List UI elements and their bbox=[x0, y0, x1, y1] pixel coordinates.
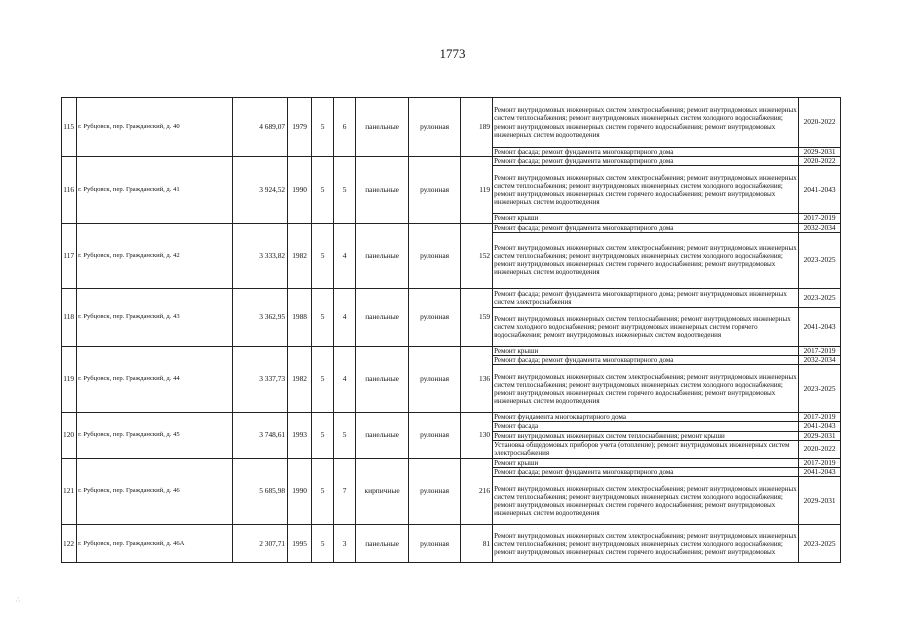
repair-period-cell: 2029-2031 bbox=[799, 431, 841, 440]
address-cell: г. Рубцовск, пер. Гражданский, д. 44 bbox=[77, 346, 233, 412]
repair-works-cell: Ремонт фасада; ремонт фундамента многоквартирного дома bbox=[493, 223, 799, 232]
area-cell: 3 748,61 bbox=[233, 413, 288, 459]
area-cell: 3 333,82 bbox=[233, 223, 288, 288]
area-cell: 3 337,73 bbox=[233, 346, 288, 412]
roof-type-cell: рулонная bbox=[409, 223, 461, 288]
row-number-cell: 117 bbox=[62, 223, 77, 288]
repair-period-cell: 2023-2025 bbox=[799, 525, 841, 563]
year-cell: 1979 bbox=[288, 98, 312, 157]
address-cell: г. Рубцовск, пер. Гражданский, д. 43 bbox=[77, 288, 233, 346]
repair-period-cell: 2029-2031 bbox=[799, 148, 841, 157]
row-number-cell: 121 bbox=[62, 458, 77, 524]
table-row bbox=[62, 157, 841, 166]
repair-works-cell: Ремонт фасада; ремонт фундамента многоквартирного дома; ремонт внутридомовых инженерных систем электроснабжения bbox=[493, 288, 799, 307]
wall-material-cell: кирпичные bbox=[356, 458, 409, 524]
wall-material-cell: панельные bbox=[356, 525, 409, 563]
row-number-cell: 119 bbox=[62, 346, 77, 412]
wall-material-cell: панельные bbox=[356, 413, 409, 459]
repair-period-cell: 2041-2043 bbox=[799, 422, 841, 431]
repair-works-cell: Установка общедомовых приборов учета (отопление); ремонт внутридомовых инженерных систем электроснабжения bbox=[493, 440, 799, 458]
housing-register-table bbox=[61, 97, 841, 563]
area-cell: 5 685,98 bbox=[233, 458, 288, 524]
roof-type-cell: рулонная bbox=[409, 525, 461, 563]
repair-period-cell: 2023-2025 bbox=[799, 288, 841, 307]
page-number: 1773 bbox=[439, 46, 466, 61]
table-row bbox=[62, 525, 841, 563]
repair-works-cell: Ремонт внутридомовых инженерных систем теплоснабжения; ремонт внутридомовых инженерных систем холодного водоснабжения; ремонт внутридомовых инженерных систем горячего водоснабжения; ремонт внутридомовых инженерных систем водоотведения bbox=[493, 307, 799, 346]
floors-cell: 5 bbox=[312, 157, 334, 223]
address-cell: г. Рубцовск, пер. Гражданский, д. 40 bbox=[77, 98, 233, 157]
table-row bbox=[62, 346, 841, 355]
entrances-cell: 4 bbox=[334, 288, 356, 346]
row-number-cell: 118 bbox=[62, 288, 77, 346]
wall-material-cell: панельные bbox=[356, 157, 409, 223]
repair-period-cell: 2020-2022 bbox=[799, 98, 841, 148]
floors-cell: 5 bbox=[312, 288, 334, 346]
repair-period-cell: 2020-2022 bbox=[799, 440, 841, 458]
year-cell: 1995 bbox=[288, 525, 312, 563]
floors-cell: 5 bbox=[312, 413, 334, 459]
entrances-cell: 5 bbox=[334, 413, 356, 459]
apartments-cell: 189 bbox=[461, 98, 493, 157]
floors-cell: 5 bbox=[312, 98, 334, 157]
area-cell: 4 689,07 bbox=[233, 98, 288, 157]
repair-works-cell: Ремонт фасада; ремонт фундамента многоквартирного дома bbox=[493, 157, 799, 166]
repair-works-cell: Ремонт внутридомовых инженерных систем теплоснабжения; ремонт крыши bbox=[493, 431, 799, 440]
scan-artifact: ∴ bbox=[16, 596, 21, 604]
repair-period-cell: 2017-2019 bbox=[799, 214, 841, 223]
year-cell: 1982 bbox=[288, 223, 312, 288]
repair-works-cell: Ремонт крыши bbox=[493, 458, 799, 467]
entrances-cell: 5 bbox=[334, 157, 356, 223]
floors-cell: 5 bbox=[312, 458, 334, 524]
roof-type-cell: рулонная bbox=[409, 346, 461, 412]
apartments-cell: 152 bbox=[461, 223, 493, 288]
row-number-cell: 115 bbox=[62, 98, 77, 157]
year-cell: 1990 bbox=[288, 157, 312, 223]
address-cell: г. Рубцовск, пер. Гражданский, д. 46А bbox=[77, 525, 233, 563]
wall-material-cell: панельные bbox=[356, 346, 409, 412]
repair-works-cell: Ремонт фасада; ремонт фундамента многоквартирного дома bbox=[493, 356, 799, 365]
repair-period-cell: 2032-2034 bbox=[799, 356, 841, 365]
wall-material-cell: панельные bbox=[356, 288, 409, 346]
area-cell: 3 362,95 bbox=[233, 288, 288, 346]
repair-period-cell: 2020-2022 bbox=[799, 157, 841, 166]
repair-works-cell: Ремонт фасада bbox=[493, 422, 799, 431]
repair-works-cell: Ремонт внутридомовых инженерных систем электроснабжения; ремонт внутридомовых инженерных систем теплоснабжения; ремонт внутридомовых инженерных систем холодного водоснабжения; ремонт внутридомовых инженерных систем горячего водоснабжения; ремонт внутридомовых инженерных систем водоотведения bbox=[493, 232, 799, 288]
repair-period-cell: 2029-2031 bbox=[799, 477, 841, 525]
repair-period-cell: 2017-2019 bbox=[799, 413, 841, 422]
repair-works-cell: Ремонт фасада; ремонт фундамента многоквартирного дома bbox=[493, 468, 799, 477]
repair-works-cell: Ремонт крыши bbox=[493, 346, 799, 355]
entrances-cell: 3 bbox=[334, 525, 356, 563]
repair-works-cell: Ремонт внутридомовых инженерных систем электроснабжения; ремонт внутридомовых инженерных систем теплоснабжения; ремонт внутридомовых инженерных систем холодного водоснабжения; ремонт внутридомовых инженерных систем горячего водоснабжения; ремонт внутридомовых инженерных систем водоотведения bbox=[493, 365, 799, 413]
area-cell: 3 924,52 bbox=[233, 157, 288, 223]
repair-period-cell: 2017-2019 bbox=[799, 458, 841, 467]
repair-period-cell: 2017-2019 bbox=[799, 346, 841, 355]
apartments-cell: 136 bbox=[461, 346, 493, 412]
repair-works-cell: Ремонт фундамента многоквартирного дома bbox=[493, 413, 799, 422]
year-cell: 1993 bbox=[288, 413, 312, 459]
table-row bbox=[62, 98, 841, 148]
repair-works-cell: Ремонт внутридомовых инженерных систем электроснабжения; ремонт внутридомовых инженерных систем теплоснабжения; ремонт внутридомовых инженерных систем холодного водоснабжения; ремонт внутридомовых инженерных систем горячего водоснабжения; ремонт внутридомовых инженерных систем водоотведения bbox=[493, 98, 799, 148]
row-number-cell: 116 bbox=[62, 157, 77, 223]
table-row bbox=[62, 413, 841, 422]
repair-period-cell: 2041-2043 bbox=[799, 468, 841, 477]
floors-cell: 5 bbox=[312, 223, 334, 288]
row-number-cell: 122 bbox=[62, 525, 77, 563]
table-row bbox=[62, 458, 841, 467]
entrances-cell: 4 bbox=[334, 223, 356, 288]
roof-type-cell: рулонная bbox=[409, 98, 461, 157]
table-row bbox=[62, 288, 841, 307]
roof-type-cell: рулонная bbox=[409, 413, 461, 459]
floors-cell: 5 bbox=[312, 346, 334, 412]
wall-material-cell: панельные bbox=[356, 98, 409, 157]
apartments-cell: 216 bbox=[461, 458, 493, 524]
floors-cell: 5 bbox=[312, 525, 334, 563]
repair-works-cell: Ремонт крыши bbox=[493, 214, 799, 223]
repair-period-cell: 2023-2025 bbox=[799, 232, 841, 288]
repair-period-cell: 2023-2025 bbox=[799, 365, 841, 413]
apartments-cell: 159 bbox=[461, 288, 493, 346]
wall-material-cell: панельные bbox=[356, 223, 409, 288]
apartments-cell: 81 bbox=[461, 525, 493, 563]
repair-works-cell: Ремонт внутридомовых инженерных систем электроснабжения; ремонт внутридомовых инженерных систем теплоснабжения; ремонт внутридомовых инженерных систем холодного водоснабжения; ремонт внутридомовых инженерных систем горячего водоснабжения; ремонт внутридомовых инженерных систем водоотведения bbox=[493, 477, 799, 525]
area-cell: 2 307,71 bbox=[233, 525, 288, 563]
year-cell: 1990 bbox=[288, 458, 312, 524]
repair-period-cell: 2041-2043 bbox=[799, 166, 841, 214]
repair-period-cell: 2041-2043 bbox=[799, 307, 841, 346]
apartments-cell: 119 bbox=[461, 157, 493, 223]
table-row bbox=[62, 223, 841, 232]
address-cell: г. Рубцовск, пер. Гражданский, д. 46 bbox=[77, 458, 233, 524]
address-cell: г. Рубцовск, пер. Гражданский, д. 41 bbox=[77, 157, 233, 223]
apartments-cell: 130 bbox=[461, 413, 493, 459]
year-cell: 1988 bbox=[288, 288, 312, 346]
repair-works-cell: Ремонт фасада; ремонт фундамента многоквартирного дома bbox=[493, 148, 799, 157]
repair-period-cell: 2032-2034 bbox=[799, 223, 841, 232]
address-cell: г. Рубцовск, пер. Гражданский, д. 42 bbox=[77, 223, 233, 288]
address-cell: г. Рубцовск, пер. Гражданский, д. 45 bbox=[77, 413, 233, 459]
roof-type-cell: рулонная bbox=[409, 458, 461, 524]
repair-works-cell: Ремонт внутридомовых инженерных систем электроснабжения; ремонт внутридомовых инженерных систем теплоснабжения; ремонт внутридомовых инженерных систем холодного водоснабжения; ремонт внутридомовых инженерных систем горячего водоснабжения; ремонт внутридомовых bbox=[493, 525, 799, 563]
entrances-cell: 7 bbox=[334, 458, 356, 524]
entrances-cell: 6 bbox=[334, 98, 356, 157]
year-cell: 1982 bbox=[288, 346, 312, 412]
roof-type-cell: рулонная bbox=[409, 157, 461, 223]
row-number-cell: 120 bbox=[62, 413, 77, 459]
repair-works-cell: Ремонт внутридомовых инженерных систем электроснабжения; ремонт внутридомовых инженерных систем теплоснабжения; ремонт внутридомовых инженерных систем холодного водоснабжения; ремонт внутридомовых инженерных систем горячего водоснабжения; ремонт внутридомовых инженерных систем водоотведения bbox=[493, 166, 799, 214]
roof-type-cell: рулонная bbox=[409, 288, 461, 346]
entrances-cell: 4 bbox=[334, 346, 356, 412]
